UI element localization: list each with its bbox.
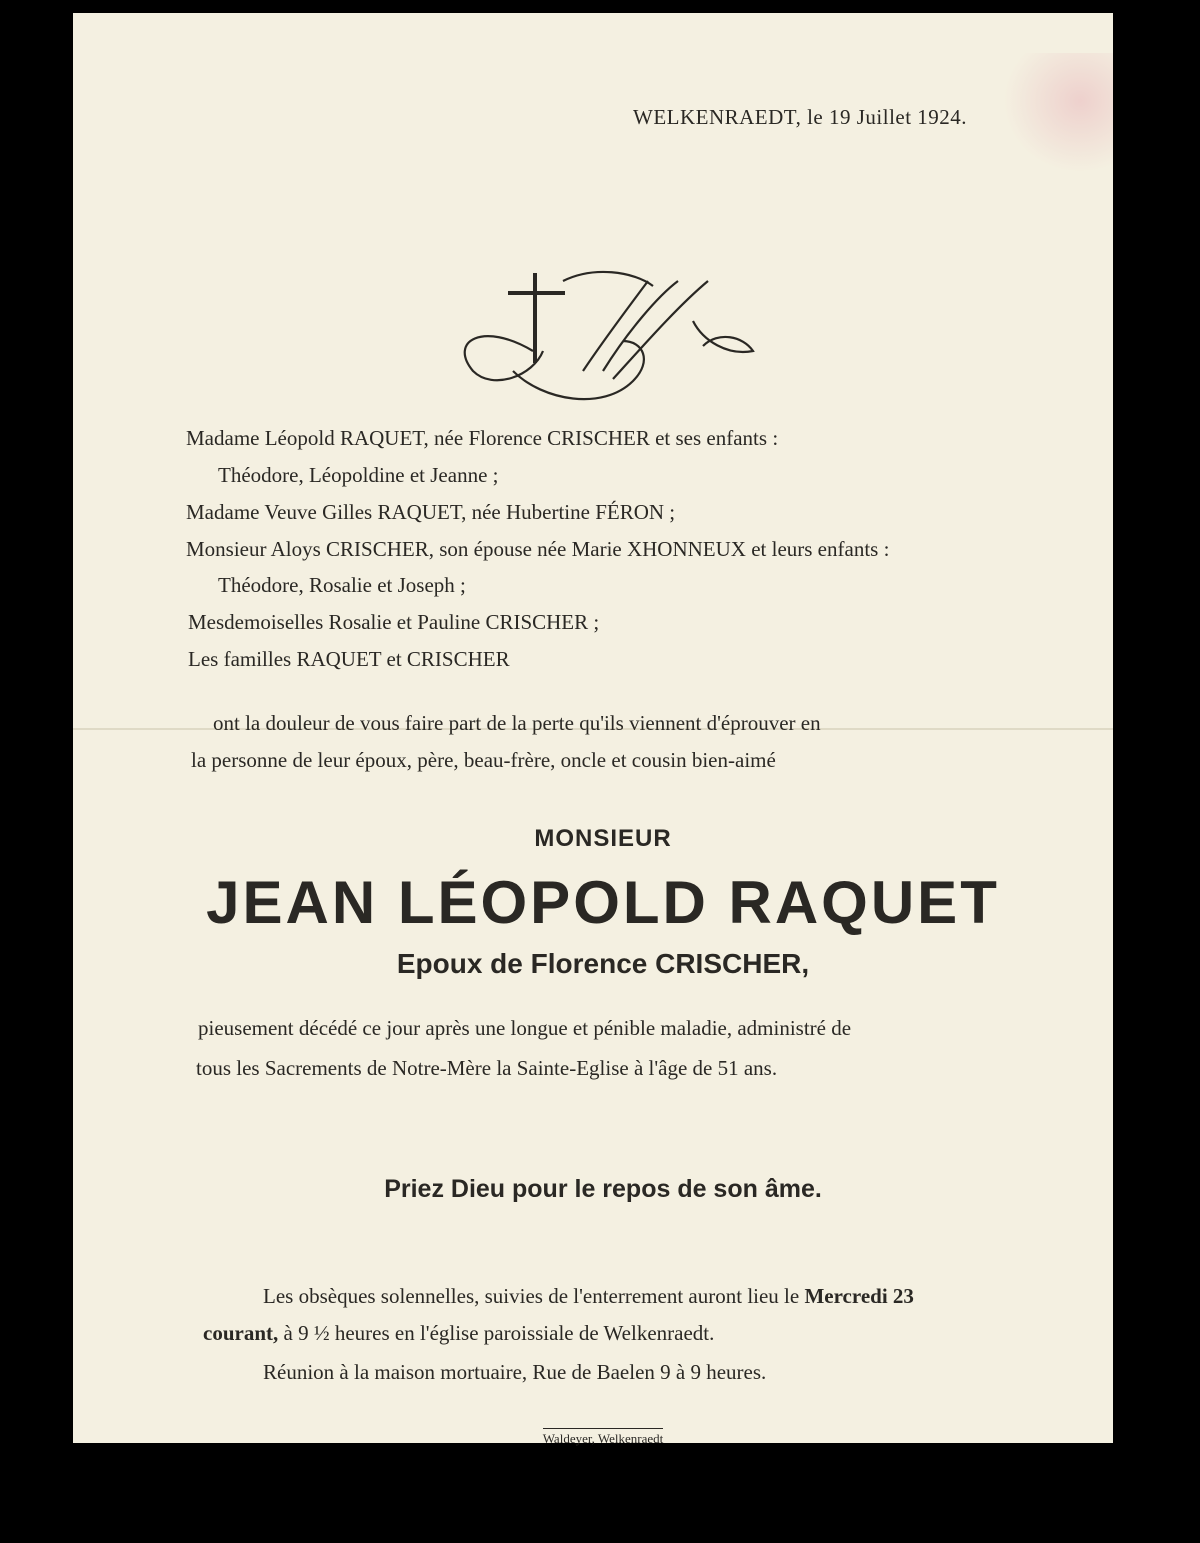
printer-name: Waldeyer, Welkenraedt bbox=[543, 1428, 664, 1446]
family-line: Madame Léopold RAQUET, née Florence CRISCHER et ses enfants : bbox=[186, 426, 779, 450]
honorific: MONSIEUR bbox=[534, 825, 672, 852]
obituary-card bbox=[73, 13, 1113, 1446]
printer-mark bbox=[73, 1431, 1133, 1447]
funeral-line bbox=[263, 1284, 914, 1309]
family-line: Théodore, Léopoldine et Jeanne ; bbox=[218, 463, 499, 487]
prayer: Priez Dieu pour le repos de son âme. bbox=[384, 1175, 822, 1203]
deceased-name: JEAN LÉOPOLD RAQUET bbox=[206, 869, 1000, 936]
family-line: Madame Veuve Gilles RAQUET, née Hubertine FÉRON ; bbox=[186, 500, 676, 524]
family-line: Théodore, Rosalie et Joseph ; bbox=[218, 573, 466, 597]
circumstances-line: pieusement décédé ce jour après une longue et pénible maladie, administré de bbox=[198, 1016, 852, 1040]
funeral-courant: courant, bbox=[203, 1321, 279, 1345]
funeral-date: Mercredi 23 bbox=[804, 1284, 914, 1308]
announcement-line: la personne de leur époux, père, beau-frère, oncle et cousin bien-aimé bbox=[191, 748, 776, 772]
gathering-line: Réunion à la maison mortuaire, Rue de Baelen 9 à 9 heures. bbox=[263, 1360, 767, 1384]
announcement-line: ont la douleur de vous faire part de la perte qu'ils viennent d'éprouver en bbox=[213, 711, 821, 735]
spouse-line: Epoux de Florence CRISCHER, bbox=[396, 948, 810, 979]
circumstances-line: tous les Sacrements de Notre-Mère la Sainte-Eglise à l'âge de 51 ans. bbox=[196, 1056, 778, 1080]
stain bbox=[1003, 53, 1113, 173]
funeral-line bbox=[203, 1321, 714, 1346]
family-line: Mesdemoiselles Rosalie et Pauline CRISCHER ; bbox=[188, 610, 600, 634]
place-date: WELKENRAEDT, le 19 Juillet 1924. bbox=[633, 105, 968, 129]
family-line: Monsieur Aloys CRISCHER, son épouse née Marie XHONNEUX et leurs enfants : bbox=[186, 537, 890, 561]
cross-monogram-icon bbox=[453, 261, 783, 421]
family-line: Les familles RAQUET et CRISCHER bbox=[188, 647, 510, 671]
funeral-time: à 9 ½ heures en l'église paroissiale de Welkenraedt. bbox=[278, 1321, 715, 1345]
funeral-text: Les obsèques solennelles, suivies de l'enterrement auront lieu le bbox=[263, 1284, 805, 1308]
